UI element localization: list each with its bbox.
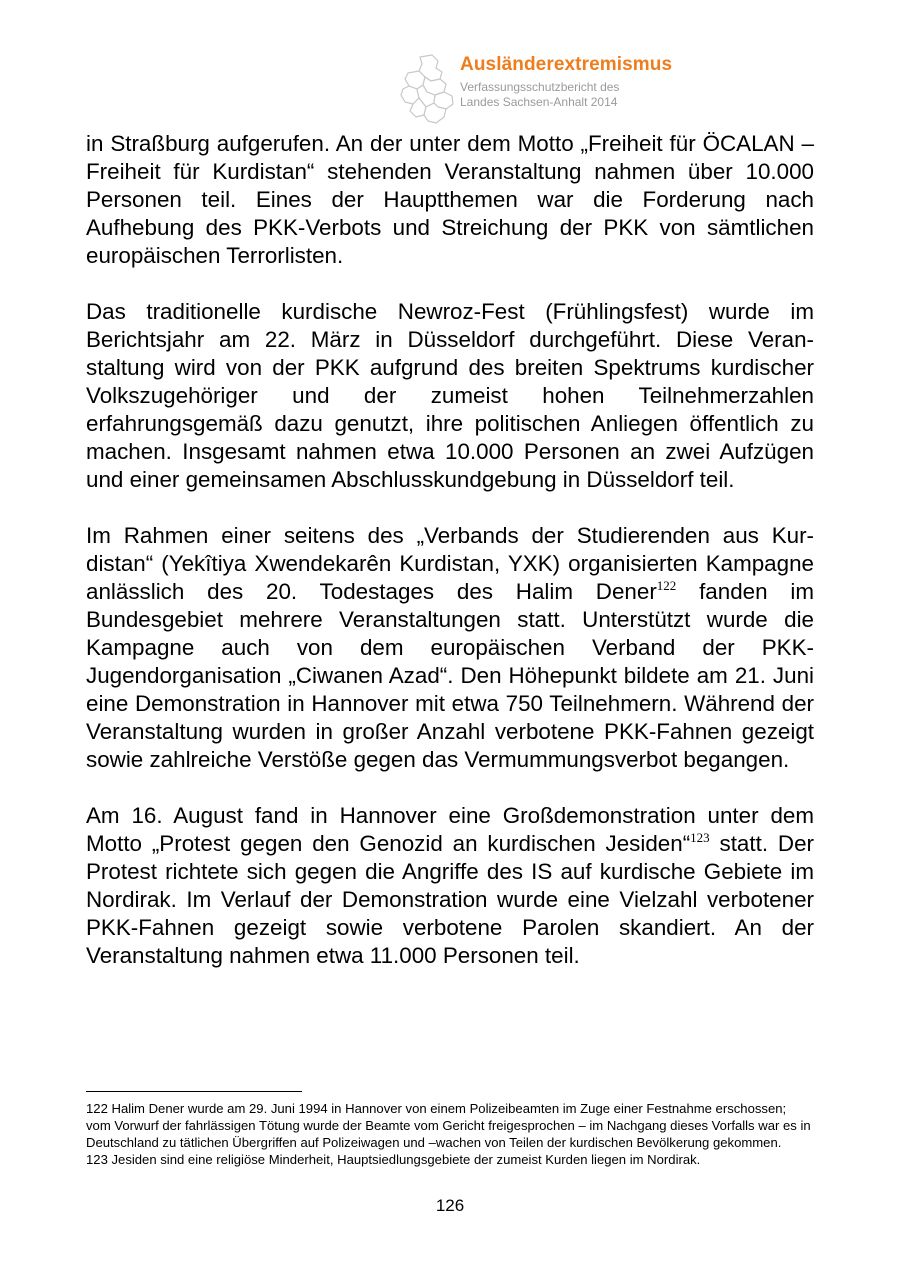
saxony-anhalt-map-icon	[398, 54, 458, 126]
footnotes	[86, 1100, 814, 1168]
paragraph-3	[86, 522, 814, 774]
paragraph-1: in Straßburg aufgerufen. An der unter dem Motto „Freiheit für ÖCALAN – Freiheit für Kurdistan“ stehenden Veranstaltung nahmen über 10.000 Personen teil. Eines der Hauptthemen war die Forderung nach Aufhebung des PKK-Verbots und Streichung der PKK von sämtlichen europäischen Terrorlisten.	[86, 131, 814, 268]
paragraph-4	[86, 802, 814, 970]
footnote-122: 122 Halim Dener wurde am 29. Juni 1994 in Hannover von einem Polizeibeamten im Zuge einer Festnahme erschossen; vom Vorwurf der fahrlässigen Tötung wurde der Beamte vom Gericht freigesprochen – im Nachgang dieses Vorfalls war es in Deutschland zu tätlichen Übergriffen auf Polizeiwagen und –wachen von Teilen der kurdischen Bevölkerung gekommen.	[86, 1101, 811, 1150]
header-subtitle-line-2: Landes Sachsen-Anhalt 2014	[460, 95, 618, 109]
footnote-separator	[86, 1091, 302, 1092]
header-subtitle-line-1: Verfassungsschutzbericht des	[460, 80, 620, 94]
paragraph-4-text-b: statt. Der Protest richtete sich gegen die Angriffe des IS auf kurdische Gebiete im Nordirak. Im Verlauf der Demonstration wurde eine Vielzahl verbotener PKK-Fahnen gezeigt sowie verbotene Parolen skandiert. An der Veranstaltung nahmen etwa 11.000 Personen teil.	[86, 831, 814, 968]
footnote-ref-123[interactable]: 123	[690, 830, 710, 845]
page-header	[398, 54, 728, 126]
paragraph-4-text-a: Am 16. August fand in Hannover eine Großdemonstration unter dem Motto „Protest gegen den Genozid an kurdischen Jesiden“	[86, 803, 814, 856]
paragraph-3-text-a: Im Rahmen einer seitens des „Verbands der Studierenden aus Kurdistan“ (Yekîtiya Xwendekarên Kurdistan, YXK) organisierten Kampagne anlässlich des 20. Todestages des Halim Dener	[86, 523, 814, 604]
header-title: Ausländerextremismus	[460, 54, 673, 75]
main-text	[86, 130, 814, 998]
footnote-123: 123 Jesiden sind eine religiöse Minderheit, Hauptsiedlungsgebiete der zumeist Kurden liegen im Nordirak.	[86, 1152, 701, 1167]
paragraph-3-text-b: fanden im Bundesgebiet mehrere Veranstaltungen statt. Unterstützt wurde die Kampagne auch von dem europäischen Verband der PKK-Jugendorganisation „Ciwanen Azad“. Den Höhepunkt bildete am 21. Juni eine Demonstration in Hannover mit etwa 750 Teilnehmern. Während der Veranstaltung wurden in großer Anzahl verbotene PKK-Fahnen gezeigt sowie zahlreiche Verstöße gegen das Vermummungsverbot begangen.	[86, 579, 814, 772]
page-number: 126	[435, 1196, 465, 1215]
footnote-ref-122[interactable]: 122	[656, 578, 677, 593]
paragraph-2: Das traditionelle kurdische Newroz-Fest (Frühlingsfest) wurde im Berichtsjahr am 22. März in Düsseldorf durchgeführt. Diese Veranstaltung wird von der PKK aufgrund des breiten Spektrums kurdischer Volkszugehöriger und der zumeist hohen Teilnehmerzahlen erfahrungsgemäß dazu genutzt, ihre politischen Anliegen öffentlich zu machen. Insgesamt nahmen etwa 10.000 Personen an zwei Aufzügen und einer gemeinsamen Abschlusskundgebung in Düsseldorf teil.	[86, 299, 814, 492]
